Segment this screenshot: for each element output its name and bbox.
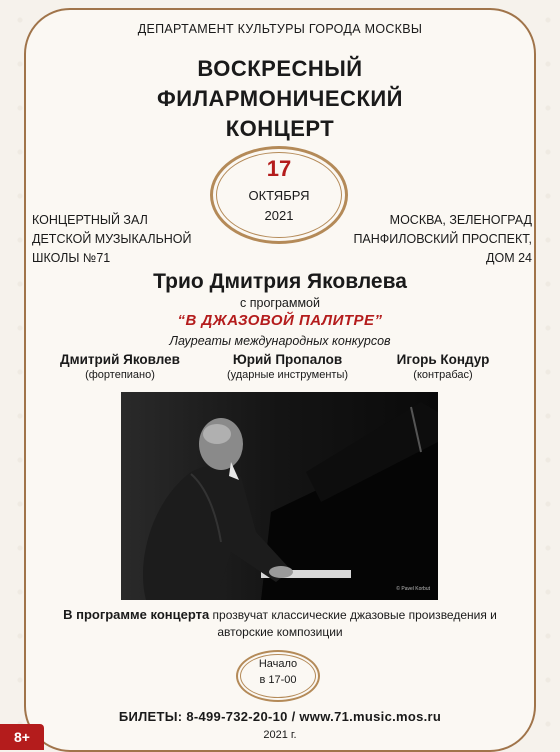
pianist-photo <box>121 392 438 600</box>
tickets-info[interactable]: БИЛЕТЫ: 8-499-732-20-10 / www.71.music.mos.ru <box>118 709 442 724</box>
age-rating-badge: 8+ <box>0 724 44 750</box>
address-line-1: МОСКВА, ЗЕЛЕНОГРАД <box>389 213 532 227</box>
venue-line-1: КОНЦЕРТНЫЙ ЗАЛ <box>32 213 148 227</box>
musician-role: (контрабас) <box>413 369 473 381</box>
musician-name: Дмитрий Яковлев <box>60 352 180 367</box>
program-text: прозвучат классические джазовые произведения и авторские композиции <box>209 608 497 639</box>
title-line-1: ВОСКРЕСНЫЙ <box>197 56 363 81</box>
title-line-3: КОНЦЕРТ <box>225 116 335 141</box>
musician-drummer <box>200 352 375 381</box>
musician-role: (ударные инструменты) <box>226 369 349 381</box>
venue-line-3: ШКОЛЫ №71 <box>32 251 111 265</box>
venue-block <box>32 211 192 268</box>
program-title: “В ДЖАЗОВОЙ ПАЛИТРЕ” <box>177 312 383 329</box>
musician-name: Игорь Кондур <box>396 352 490 367</box>
program-lead: В программе концерта <box>63 607 210 622</box>
concert-title <box>0 54 560 144</box>
musician-pianist <box>40 352 200 381</box>
musician-role: (фортепиано) <box>85 369 155 381</box>
venue-line-2: ДЕТСКОЙ МУЗЫКАЛЬНОЙ <box>32 232 192 246</box>
ensemble-name: Трио Дмитрия Яковлева <box>153 270 407 293</box>
program-description <box>0 606 560 641</box>
photo-credit: © Pavel Korbut <box>396 586 430 592</box>
department-header: ДЕПАРТАМЕНТ КУЛЬТУРЫ ГОРОДА МОСКВЫ <box>137 22 423 36</box>
start-time: в 17-00 <box>259 674 297 686</box>
address-block <box>353 211 532 268</box>
laureates-label: Лауреаты международных конкурсов <box>169 334 391 348</box>
address-line-3: ДОМ 24 <box>486 251 532 265</box>
footer-year: 2021 г. <box>263 729 297 741</box>
date-year: 2021 <box>264 208 294 223</box>
musician-bassist <box>368 352 518 381</box>
title-line-2: ФИЛАРМОНИЧЕСКИЙ <box>156 86 403 111</box>
address-line-2: ПАНФИЛОВСКИЙ ПРОСПЕКТ, <box>353 232 532 246</box>
date-month: ОКТЯБРЯ <box>248 188 310 203</box>
musician-name: Юрий Пропалов <box>232 352 343 367</box>
pianist-photo-illustration <box>121 392 438 600</box>
with-program-label: с программой <box>240 296 320 310</box>
start-label: Начало <box>258 658 298 670</box>
date-day: 17 <box>266 156 292 181</box>
